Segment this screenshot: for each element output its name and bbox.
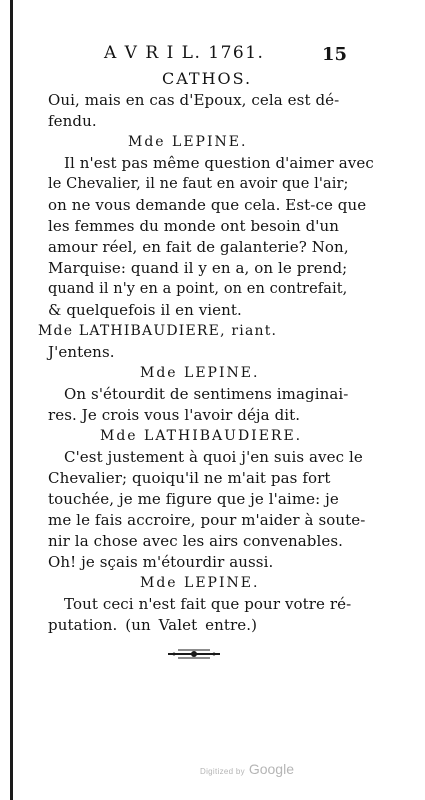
speaker-lepine: Mde LEPINE. <box>140 575 260 591</box>
speaker-lepine: Mde LEPINE. <box>128 134 248 150</box>
text-line: Chevalier; quoiqu'il ne m'ait pas fort <box>48 469 331 487</box>
text-line: Marquise: quand il y en a, on le prend; <box>48 259 348 277</box>
text-line: fendu. <box>48 112 97 130</box>
text-line: res. Je crois vous l'avoir déja dit. <box>48 406 301 424</box>
speaker-cathos: CATHOS. <box>162 69 253 88</box>
text-line: & quelquefois il en vient. <box>48 301 242 319</box>
text-line: les femmes du monde ont besoin d'un <box>48 217 340 235</box>
text-line: Oui, mais en cas d'Epoux, cela est dé- <box>48 91 340 109</box>
running-title: A V R I L. 1761. <box>104 43 265 63</box>
text-line: touchée, je me figure que je l'aime: je <box>48 490 339 508</box>
text-line: Il n'est pas même question d'aimer avec <box>64 154 374 172</box>
speaker-lepine: Mde LEPINE. <box>140 365 260 381</box>
google-watermark <box>200 761 294 777</box>
text-line: putation. (un Valet entre.) <box>48 616 258 634</box>
watermark-prefix: Digitized by <box>200 767 245 776</box>
binding-edge <box>10 0 13 800</box>
text-line: nir la chose avec les airs convenables. <box>48 532 344 550</box>
page-number: 15 <box>322 44 348 65</box>
text-line: le Chevalier, il ne faut en avoir que l'air; <box>48 176 349 192</box>
speaker-lathibaudiere: Mde LATHIBAUDIERE. <box>100 428 303 444</box>
text-line: me le fais accroire, pour m'aider à soute- <box>48 511 366 529</box>
tailpiece-ornament-icon <box>166 645 222 663</box>
text-line: amour réel, en fait de galanterie? Non, <box>48 238 349 256</box>
speaker-lathibaudiere: Mde LATHIBAUDIERE, riant. <box>38 323 278 339</box>
text-line: C'est justement à quoi j'en suis avec le <box>64 448 363 466</box>
watermark-brand: Google <box>248 761 294 777</box>
text-line: on ne vous demande que cela. Est-ce que <box>48 196 367 214</box>
text-line: Oh! je sçais m'étourdir aussi. <box>48 553 274 571</box>
text-line: On s'étourdit de sentimens imaginai- <box>64 385 349 403</box>
text-line: quand il n'y en a point, on en contrefait, <box>48 281 348 297</box>
text-line: J'entens. <box>48 343 115 361</box>
text-line: Tout ceci n'est fait que pour votre ré- <box>64 595 352 613</box>
